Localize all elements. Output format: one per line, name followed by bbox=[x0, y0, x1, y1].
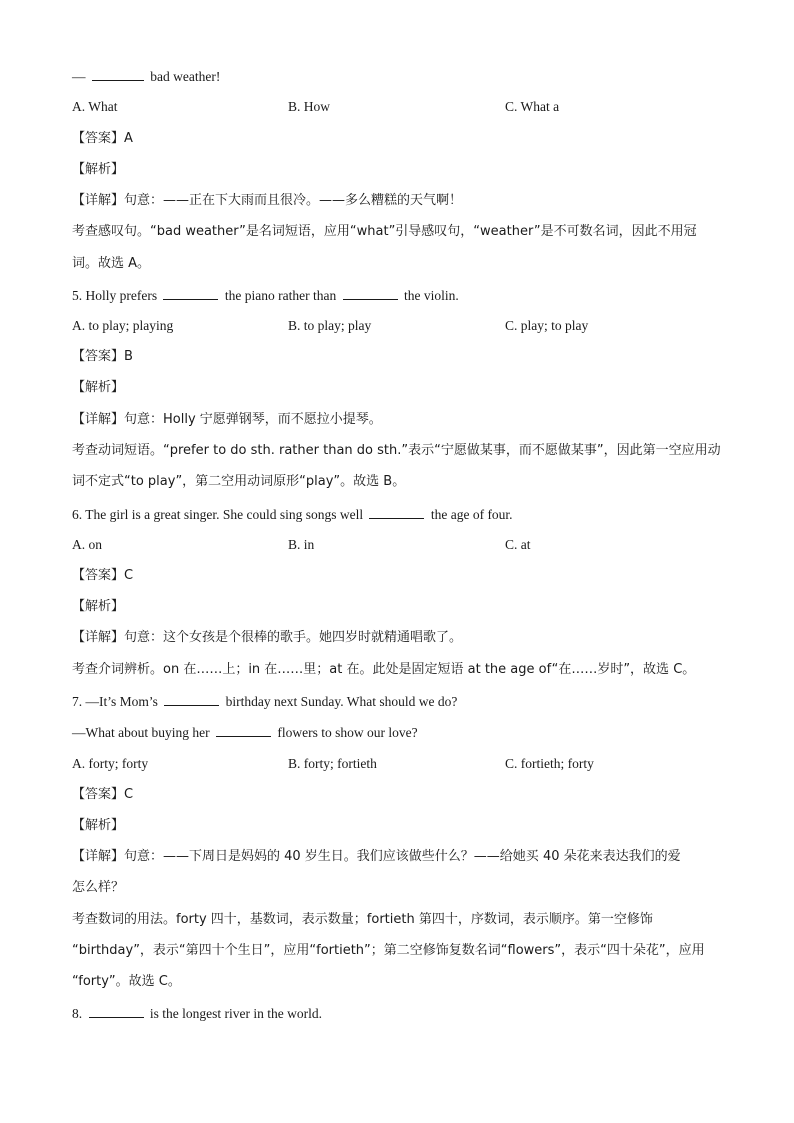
q6-analysis-label: 【解析】 bbox=[72, 599, 125, 614]
q8-stem-a: 8. bbox=[72, 1006, 83, 1021]
q5-option-b: B. to play; play bbox=[288, 318, 372, 333]
q5-answer: 【答案】B bbox=[72, 349, 133, 364]
q6-answer: 【答案】C bbox=[72, 568, 134, 583]
q7-explain-2: “birthday”，表示“第四十个生日”，应用“fortieth”；第二空修饰复数名词“flowers”，表示“四十朵花”，应用 bbox=[72, 943, 705, 958]
q6-stem bbox=[72, 504, 513, 525]
q7-option-c: C. fortieth; forty bbox=[505, 756, 594, 771]
q7-blank-1 bbox=[164, 691, 219, 706]
q6-explain-1: 考查介词辨析。on 在……上；in 在……里；at 在。此处是固定短语 at the age of“在……岁时”，故选 C。 bbox=[72, 662, 696, 677]
q7-stem1-a: 7. —It’s Mom’s bbox=[72, 694, 158, 709]
q7-stem-2 bbox=[72, 722, 418, 743]
q7-stem2-a: —What about buying her bbox=[72, 725, 210, 740]
q5-explain-2: 词不定式“to play”，第二空用动词原形“play”。故选 B。 bbox=[72, 474, 406, 489]
q7-detail-2: 怎么样？ bbox=[72, 880, 125, 895]
q6-detail: 【详解】句意：这个女孩是个很棒的歌手。她四岁时就精通唱歌了。 bbox=[72, 630, 463, 645]
q5-blank-1 bbox=[163, 285, 218, 300]
q4-explain-1: 考查感叹句。“bad weather”是名词短语，应用“what”引导感叹句，“weather”是不可数名词，因此不用冠 bbox=[72, 224, 697, 239]
q7-blank-2 bbox=[216, 722, 271, 737]
q6-stem-a: 6. The girl is a great singer. She could sing songs well bbox=[72, 507, 364, 522]
q5-detail: 【详解】句意：Holly 宁愿弹钢琴，而不愿拉小提琴。 bbox=[72, 412, 382, 427]
q7-stem1-b: birthday next Sunday. What should we do? bbox=[225, 694, 458, 709]
q4-answer: 【答案】A bbox=[72, 131, 133, 146]
q7-explain-3: “forty”。故选 C。 bbox=[72, 974, 181, 989]
q4-stem-prefix: — bbox=[72, 69, 86, 84]
q5-stem bbox=[72, 285, 459, 306]
q7-answer: 【答案】C bbox=[72, 787, 134, 802]
q4-option-b: B. How bbox=[288, 99, 331, 114]
q4-stem bbox=[72, 66, 220, 87]
q8-stem-b: is the longest river in the world. bbox=[149, 1006, 322, 1021]
q6-option-a: A. on bbox=[72, 537, 102, 552]
q5-blank-2 bbox=[343, 285, 398, 300]
q4-analysis-label: 【解析】 bbox=[72, 162, 125, 177]
q6-blank bbox=[369, 504, 424, 519]
q5-analysis-label: 【解析】 bbox=[72, 380, 125, 395]
q7-option-b: B. forty; fortieth bbox=[288, 756, 377, 771]
q7-analysis-label: 【解析】 bbox=[72, 818, 125, 833]
q7-detail-1: 【详解】句意：——下周日是妈妈的 40 岁生日。我们应该做些什么？——给她买 40 朵花来表达我们的爱 bbox=[72, 849, 681, 864]
q7-stem2-b: flowers to show our love? bbox=[277, 725, 418, 740]
q5-stem-c: the violin. bbox=[403, 288, 459, 303]
q5-option-a: A. to play; playing bbox=[72, 318, 174, 333]
q7-explain-1: 考查数词的用法。forty 四十，基数词，表示数量；fortieth 第四十，序数词，表示顺序。第一空修饰 bbox=[72, 912, 653, 927]
q4-stem-suffix: bad weather! bbox=[150, 69, 221, 84]
q4-detail: 【详解】句意：——正在下大雨而且很冷。——多么糟糕的天气啊！ bbox=[72, 193, 463, 208]
q5-explain-1: 考查动词短语。“prefer to do sth. rather than do sth.”表示“宁愿做某事，而不愿做某事”，因此第一空应用动 bbox=[72, 443, 721, 458]
q5-stem-a: 5. Holly prefers bbox=[72, 288, 158, 303]
q6-option-b: B. in bbox=[288, 537, 315, 552]
q4-option-a: A. What bbox=[72, 99, 118, 114]
q6-stem-b: the age of four. bbox=[430, 507, 513, 522]
q5-stem-b: the piano rather than bbox=[224, 288, 337, 303]
q8-stem bbox=[72, 1003, 322, 1024]
q7-stem-1 bbox=[72, 691, 457, 712]
q8-blank bbox=[89, 1003, 144, 1018]
q5-option-c: C. play; to play bbox=[505, 318, 589, 333]
q7-option-a: A. forty; forty bbox=[72, 756, 149, 771]
q4-option-c: C. What a bbox=[505, 99, 560, 114]
q6-option-c: C. at bbox=[505, 537, 531, 552]
q4-explain-2: 词。故选 A。 bbox=[72, 256, 151, 271]
q4-blank bbox=[92, 66, 144, 81]
